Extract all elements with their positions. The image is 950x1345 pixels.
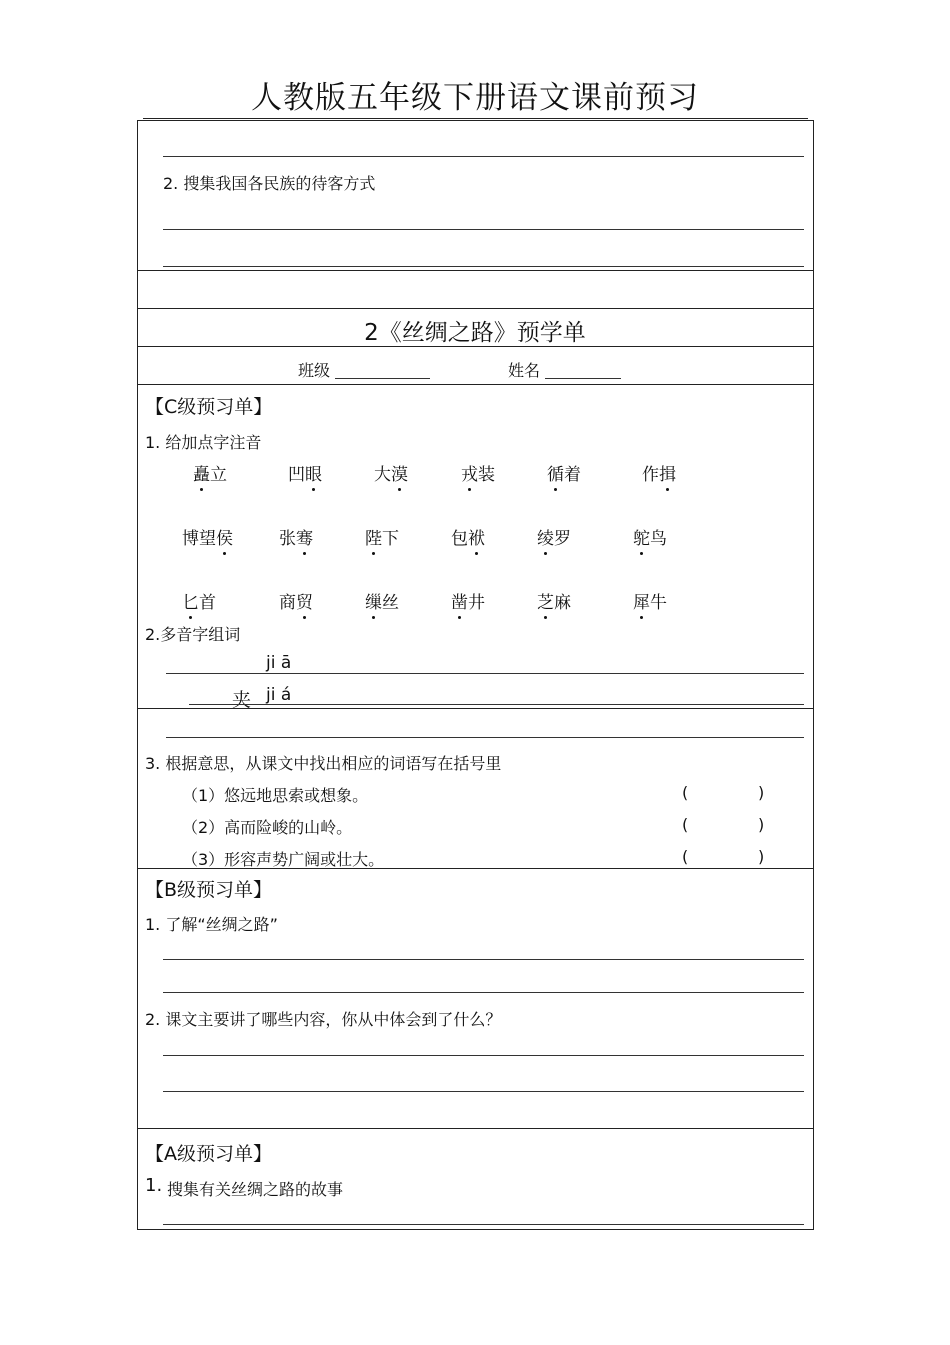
meaning-1: （1）悠远地思索或想象。 — [182, 786, 369, 805]
lesson-heading: 2《丝绸之路》预学单 — [364, 320, 586, 346]
word-item: 鸵鸟 — [633, 524, 667, 549]
worksheet-frame — [137, 120, 814, 1230]
title-underline — [143, 118, 808, 119]
page-title: 人教版五年级下册语文课前预习 — [251, 80, 699, 116]
question-polyphonic: 2.多音字组词 — [145, 625, 241, 644]
word-item: 戎装 — [461, 460, 495, 485]
section-divider — [137, 308, 814, 309]
word-item: 张骞 — [279, 524, 313, 549]
answer-blank[interactable] — [692, 815, 752, 835]
answer-line[interactable] — [163, 266, 804, 267]
a-level-header: 【A级预习单】 — [145, 1143, 272, 1165]
pinyin-jia1: ji ā — [266, 653, 292, 673]
answer-line[interactable] — [189, 704, 804, 705]
word-item: 商贸 — [279, 588, 313, 613]
answer-line[interactable] — [163, 1055, 804, 1056]
answer-line[interactable] — [163, 959, 804, 960]
section-divider — [137, 708, 814, 709]
meaning-2: （2）高而险峻的山岭。 — [182, 818, 353, 837]
word-item: 循着 — [547, 460, 581, 485]
section-divider — [137, 868, 814, 869]
question-silk-road-stories: 搜集有关丝绸之路的故事 — [167, 1180, 344, 1199]
a-question-number: 1. — [145, 1175, 163, 1196]
b-level-header: 【B级预习单】 — [145, 879, 273, 901]
paren-close: ) — [758, 815, 765, 834]
name-field[interactable] — [545, 378, 621, 379]
word-item: 犀牛 — [633, 588, 667, 613]
word-item: 作揖 — [642, 460, 676, 485]
word-item: 凹眼 — [288, 460, 322, 485]
answer-line[interactable] — [163, 229, 804, 230]
meaning-3: （3）形容声势广阔或壮大。 — [182, 850, 385, 869]
question-find-words: 3. 根据意思，从课文中找出相应的词语写在括号里 — [145, 754, 502, 773]
class-label: 班级 — [298, 361, 331, 380]
class-field[interactable] — [335, 378, 430, 379]
word-item: 大漠 — [374, 460, 408, 485]
word-item: 匕首 — [182, 588, 216, 613]
answer-blank[interactable] — [692, 783, 752, 803]
question-ethnic-hospitality: 2. 搜集我国各民族的待客方式 — [163, 174, 376, 193]
pinyin-jia2: ji á — [266, 685, 292, 705]
section-divider — [137, 1128, 814, 1129]
name-label: 姓名 — [508, 361, 541, 380]
paren-open: ( — [682, 847, 689, 866]
word-item: 缫丝 — [365, 588, 399, 613]
answer-line[interactable] — [166, 673, 804, 674]
answer-line[interactable] — [166, 737, 804, 738]
word-item: 陛下 — [365, 524, 399, 549]
word-item: 包袱 — [451, 524, 485, 549]
c-level-header: 【C级预习单】 — [145, 396, 273, 418]
paren-close: ) — [758, 783, 765, 802]
question-silk-road: 1. 了解“丝绸之路” — [145, 915, 278, 934]
word-item: 博望侯 — [182, 524, 233, 549]
word-item: 矗立 — [193, 460, 227, 485]
paren-close: ) — [758, 847, 765, 866]
section-divider — [137, 270, 814, 271]
word-item: 芝麻 — [537, 588, 571, 613]
answer-line[interactable] — [163, 1091, 804, 1092]
question-main-content: 2. 课文主要讲了哪些内容，你从中体会到了什么？ — [145, 1010, 502, 1029]
section-divider — [137, 384, 814, 385]
word-item: 凿井 — [451, 588, 485, 613]
answer-blank[interactable] — [692, 847, 752, 867]
word-item: 绫罗 — [537, 524, 571, 549]
answer-line[interactable] — [163, 992, 804, 993]
question-pinyin: 1. 给加点字注音 — [145, 433, 262, 452]
answer-line[interactable] — [163, 1224, 804, 1225]
polyphonic-char: 夹 — [232, 689, 252, 711]
paren-open: ( — [682, 815, 689, 834]
answer-line[interactable] — [163, 156, 804, 157]
paren-open: ( — [682, 783, 689, 802]
